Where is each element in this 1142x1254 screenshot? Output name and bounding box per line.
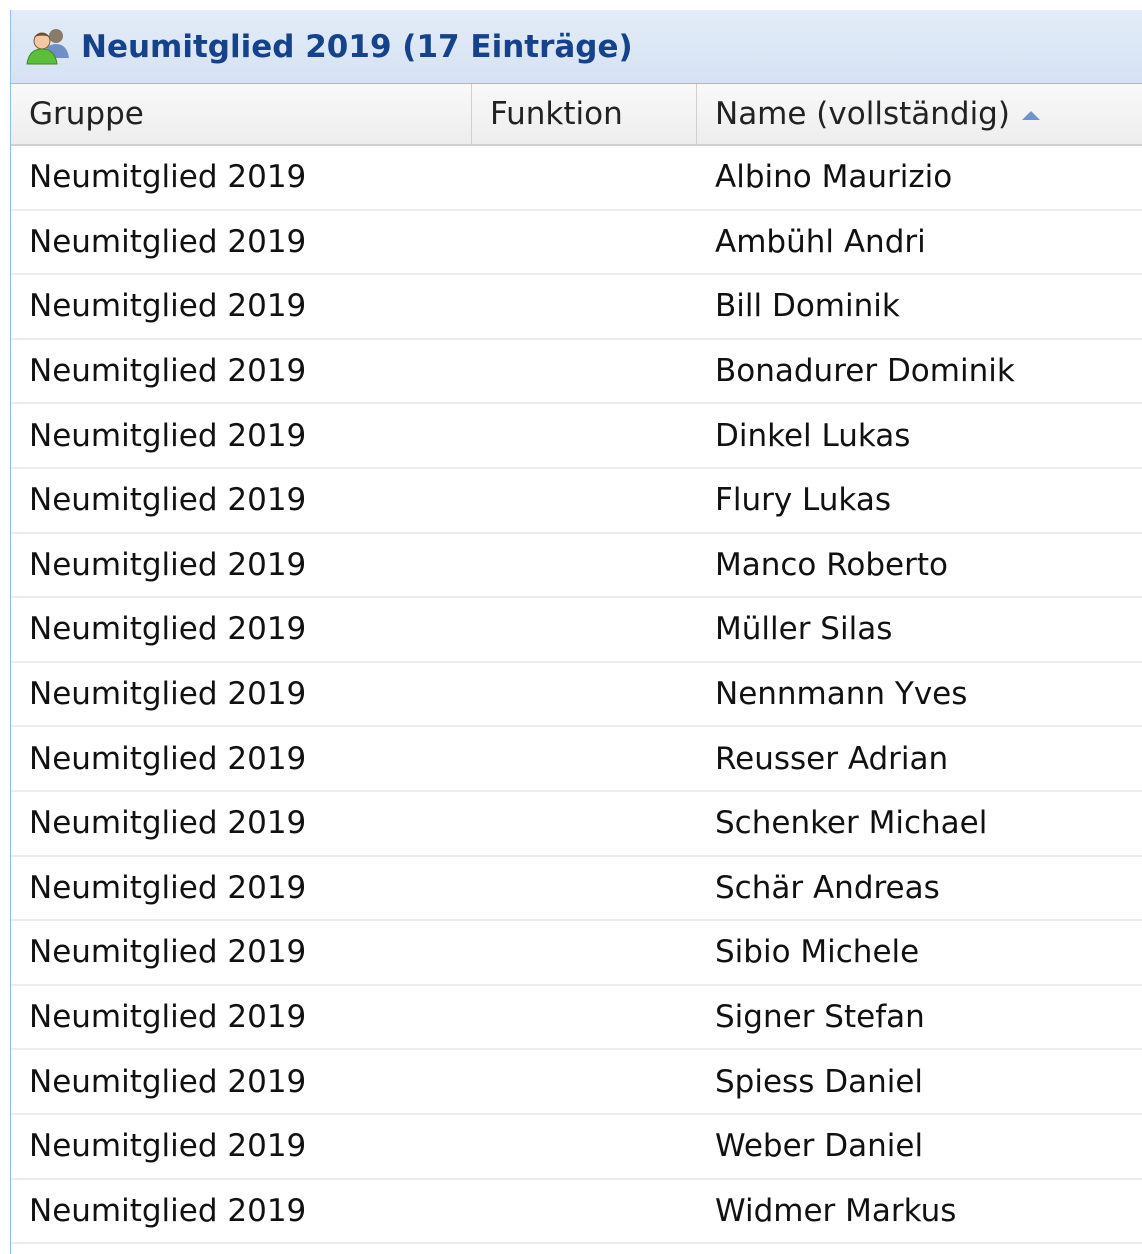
cell-funktion — [472, 275, 697, 338]
cell-funktion — [472, 340, 697, 403]
table-row[interactable] — [11, 404, 1142, 469]
table-row[interactable] — [11, 340, 1142, 405]
cell-funktion — [472, 1115, 697, 1178]
cell-name: Widmer Markus — [715, 1192, 957, 1229]
cell-gruppe: Neumitglied 2019 — [29, 1128, 307, 1165]
cell-gruppe: Neumitglied 2019 — [29, 1192, 307, 1229]
column-header-label: Gruppe — [29, 96, 144, 132]
panel-title: Neumitglied 2019 (17 Einträge) — [81, 28, 633, 65]
table-row[interactable] — [11, 986, 1142, 1051]
cell-gruppe: Neumitglied 2019 — [29, 159, 307, 196]
cell-name: Bill Dominik — [715, 288, 900, 325]
cell-funktion — [472, 792, 697, 855]
group-users-icon — [25, 24, 73, 70]
table-row[interactable] — [11, 857, 1142, 922]
cell-name: Weber Daniel — [715, 1128, 924, 1165]
cell-name: Müller Silas — [715, 611, 893, 648]
cell-gruppe: Neumitglied 2019 — [29, 1063, 307, 1100]
cell-name: Manco Roberto — [715, 546, 948, 583]
cell-funktion — [472, 857, 697, 920]
cell-funktion — [472, 1050, 697, 1113]
cell-gruppe: Neumitglied 2019 — [29, 999, 307, 1036]
cell-funktion — [472, 211, 697, 274]
table-row[interactable] — [11, 1180, 1142, 1245]
table-row[interactable] — [11, 598, 1142, 663]
column-header-row — [11, 84, 1142, 146]
cell-funktion — [472, 469, 697, 532]
cell-name: Flury Lukas — [715, 482, 891, 519]
cell-name: Bonadurer Dominik — [715, 353, 1015, 390]
cell-gruppe: Neumitglied 2019 — [29, 482, 307, 519]
cell-name: Signer Stefan — [715, 999, 925, 1036]
column-header-gruppe[interactable] — [11, 84, 472, 144]
cell-name: Sibio Michele — [715, 934, 920, 971]
cell-name: Nennmann Yves — [715, 676, 968, 713]
cell-gruppe: Neumitglied 2019 — [29, 740, 307, 777]
cell-gruppe: Neumitglied 2019 — [29, 611, 307, 648]
table-row[interactable] — [11, 275, 1142, 340]
table-row[interactable] — [11, 1050, 1142, 1115]
table-row[interactable] — [11, 211, 1142, 276]
table-row[interactable] — [11, 921, 1142, 986]
cell-funktion — [472, 598, 697, 661]
cell-funktion — [472, 404, 697, 467]
cell-gruppe: Neumitglied 2019 — [29, 223, 307, 260]
cell-name: Schär Andreas — [715, 869, 940, 906]
panel-header — [11, 10, 1142, 84]
cell-gruppe: Neumitglied 2019 — [29, 805, 307, 842]
cell-funktion — [472, 534, 697, 597]
cell-gruppe: Neumitglied 2019 — [29, 869, 307, 906]
cell-gruppe: Neumitglied 2019 — [29, 353, 307, 390]
table-body — [11, 146, 1142, 1244]
cell-funktion — [472, 986, 697, 1049]
column-header-funktion[interactable] — [472, 84, 697, 144]
sort-ascending-icon — [1022, 111, 1040, 120]
cell-name: Reusser Adrian — [715, 740, 949, 777]
cell-funktion — [472, 727, 697, 790]
cell-name: Spiess Daniel — [715, 1063, 924, 1100]
cell-gruppe: Neumitglied 2019 — [29, 417, 307, 454]
cell-gruppe: Neumitglied 2019 — [29, 546, 307, 583]
cell-funktion — [472, 921, 697, 984]
cell-gruppe: Neumitglied 2019 — [29, 288, 307, 325]
cell-name: Albino Maurizio — [715, 159, 953, 196]
column-header-label: Name (vollständig) — [715, 96, 1010, 132]
table-row[interactable] — [11, 792, 1142, 857]
table-row[interactable] — [11, 663, 1142, 728]
grid-panel — [10, 10, 1142, 1254]
cell-gruppe: Neumitglied 2019 — [29, 676, 307, 713]
table-row[interactable] — [11, 146, 1142, 211]
table-row[interactable] — [11, 469, 1142, 534]
cell-funktion — [472, 663, 697, 726]
cell-name: Dinkel Lukas — [715, 417, 911, 454]
cell-funktion — [472, 1180, 697, 1243]
cell-funktion — [472, 146, 697, 209]
column-header-label: Funktion — [490, 96, 623, 132]
column-header-name[interactable] — [697, 84, 1142, 144]
cell-name: Ambühl Andri — [715, 223, 926, 260]
cell-name: Schenker Michael — [715, 805, 988, 842]
table-row[interactable] — [11, 1115, 1142, 1180]
cell-gruppe: Neumitglied 2019 — [29, 934, 307, 971]
table-row[interactable] — [11, 727, 1142, 792]
table-row[interactable] — [11, 534, 1142, 599]
